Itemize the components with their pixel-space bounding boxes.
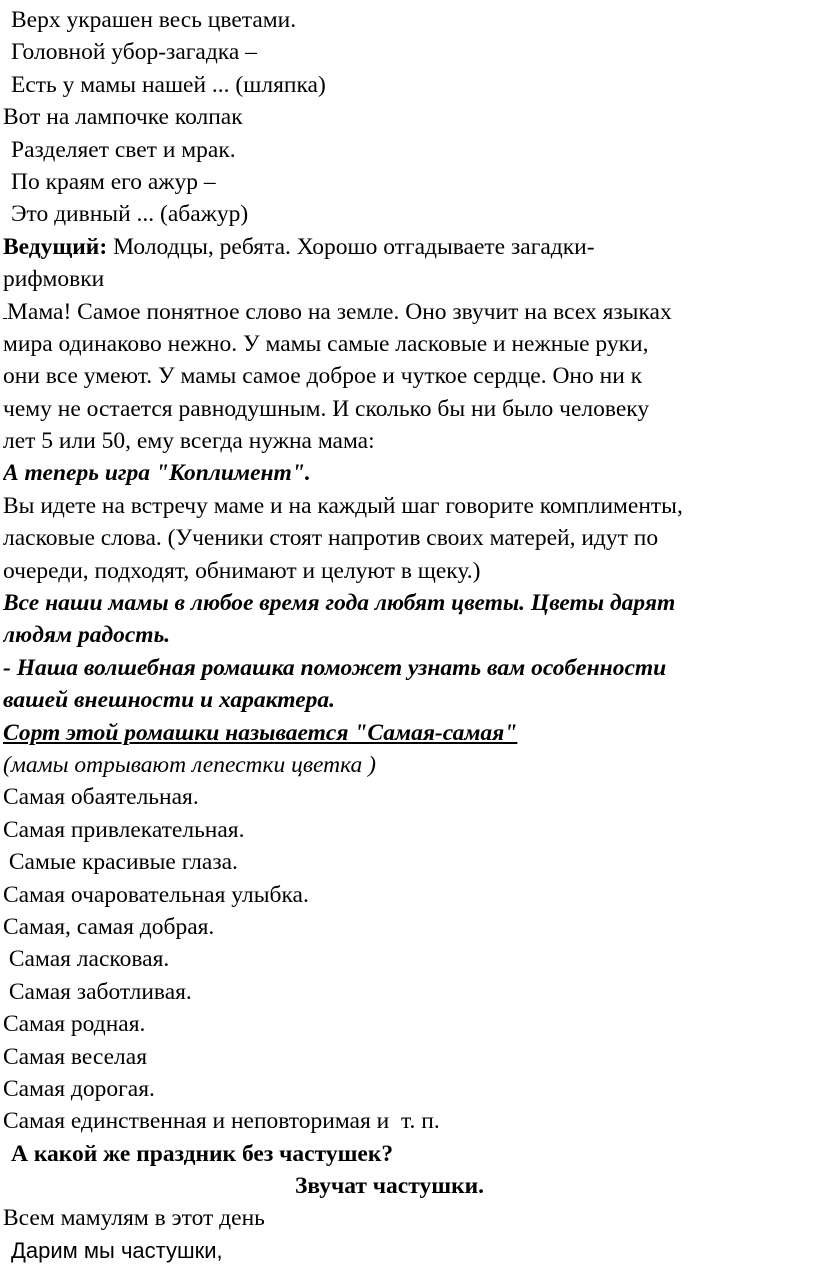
host-label: Ведущий:	[3, 233, 108, 260]
petal-item: Самая привлекательная.	[3, 816, 245, 843]
riddle-line: Вот на лампочке колпак	[3, 104, 243, 131]
game-description-line: ласковые слова. (Ученики стоят напротив своих матерей, идут по	[3, 525, 659, 552]
chamomile-line: - Наша волшебная ромашка поможет узнать вам особенности	[3, 654, 667, 681]
mama-paragraph-text: Мама! Самое понятное слово на земле. Оно звучит на всех языках	[7, 298, 672, 325]
mama-paragraph-line	[3, 296, 816, 328]
ditty-line: Дарим мы частушки,	[11, 1237, 223, 1263]
petals-note: (мамы отрывают лепестки цветка )	[3, 751, 377, 778]
game-title: А теперь игра "Коплимент".	[3, 460, 311, 487]
petal-item: Самая единственная и неповторимая и т. п.	[3, 1108, 440, 1135]
variety-heading: Сорт этой ромашки называется "Самая-самая"	[3, 719, 518, 746]
ditties-question: А какой же праздник без частушек?	[11, 1140, 394, 1167]
riddle-line: Верх украшен весь цветами.	[11, 7, 297, 33]
chamomile-line: вашей внешности и характера.	[3, 687, 336, 714]
game-description-line: Вы идете на встречу маме и на каждый шаг говорите комплименты,	[3, 492, 683, 519]
petal-item: Самая обаятельная.	[3, 784, 199, 811]
riddle-line: Есть у мамы нашей ... (шляпка)	[11, 71, 326, 98]
riddle-line: Головной убор-загадка –	[11, 39, 257, 66]
mama-paragraph-line: мира одинаково нежно. У мамы самые ласковые и нежные руки,	[3, 330, 649, 357]
riddle-line: По краям его ажур –	[11, 168, 216, 195]
petal-item: Самая заботливая.	[3, 978, 192, 1005]
host-text: Молодцы, ребята. Хорошо отгадываете загадки-	[107, 233, 595, 260]
petal-item: Самые красивые глаза.	[3, 849, 238, 876]
host-text-continued: рифмовки	[3, 266, 105, 293]
riddle-line: Разделяет свет и мрак.	[11, 136, 236, 163]
petal-item: Самая ласковая.	[3, 946, 170, 973]
petal-item: Самая очаровательная улыбка.	[3, 881, 309, 908]
ditties-heading: Звучат частушки.	[294, 1173, 485, 1200]
riddle-line: Это дивный ... (абажур)	[11, 201, 249, 228]
host-line	[3, 231, 816, 263]
petal-item: Самая дорогая.	[3, 1075, 155, 1102]
petal-item: Самая, самая добрая.	[3, 913, 215, 940]
ditty-line: Всем мамулям в этот день	[3, 1205, 265, 1232]
mama-paragraph-line: они все умеют. У мамы самое доброе и чуткое сердце. Оно ни к	[3, 363, 643, 390]
mama-paragraph-line: чему не остается равнодушным. И сколько бы ни было человеку	[3, 395, 650, 422]
flowers-line: Все наши мамы в любое время года любят цветы. Цветы дарят	[3, 590, 676, 617]
petal-item: Самая родная.	[3, 1011, 146, 1038]
game-description-line: очереди, подходят, обнимают и целуют в щеку.)	[3, 557, 481, 584]
mama-paragraph-line: лет 5 или 50, ему всегда нужна мама:	[3, 428, 375, 455]
petal-item: Самая веселая	[3, 1043, 148, 1070]
flowers-line: людям радость.	[3, 622, 171, 649]
